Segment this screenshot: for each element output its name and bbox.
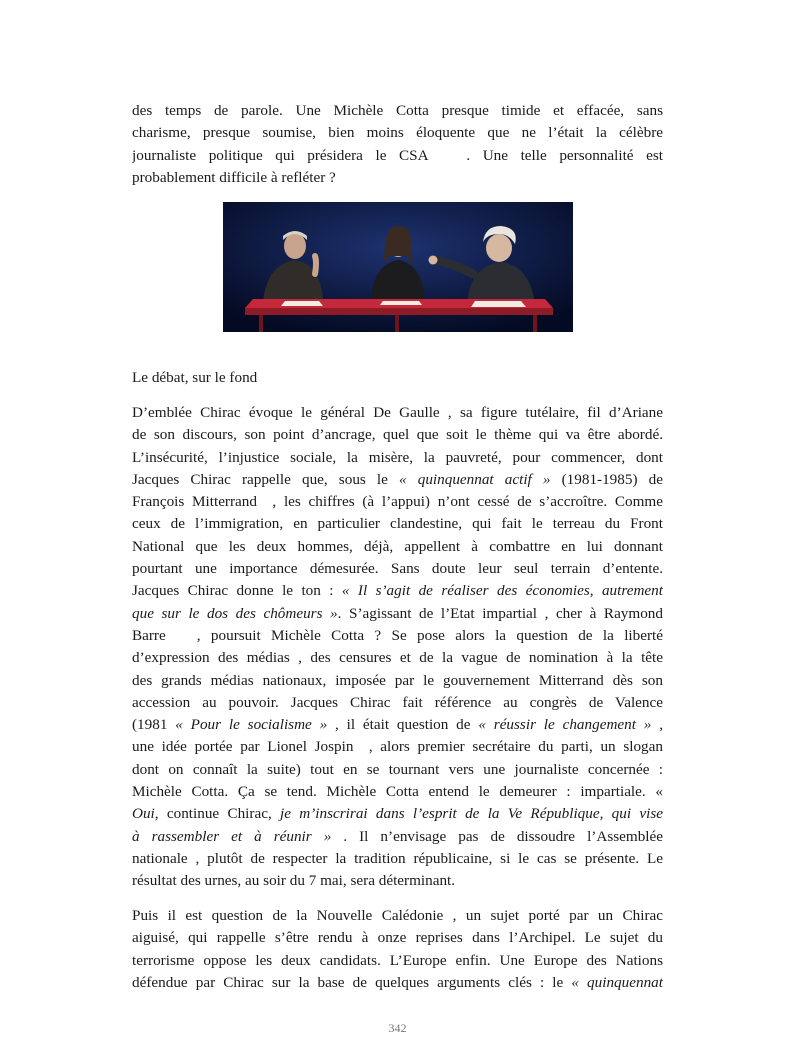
text-line	[132, 803, 663, 825]
text-run: Jacques Chirac rappelle que, sous le	[132, 470, 400, 488]
text-line: d’expression des médias , des censures et de la vague de nomination à la tête	[132, 649, 663, 667]
text-line: Barre , poursuit Michèle Cotta ? Se pose alors la question de la liberté	[132, 626, 663, 644]
text-run: . Il n’envisage pas de dissoudre l’Assemblée	[331, 827, 663, 845]
text-line: de son discours, son point d’ancrage, quel que soit le thème qui va être abordé.	[132, 426, 663, 444]
text-line: accession au pouvoir. Jacques Chirac fait référence au congrès de Valence	[132, 693, 663, 711]
text-line	[132, 580, 663, 602]
text-line: nationale , plutôt de respecter la tradition républicaine, si le cas se présente. Le	[132, 849, 663, 867]
text-run: , il était question de	[327, 716, 479, 734]
text-line	[132, 603, 663, 625]
text-line	[132, 972, 663, 994]
text-line: dont on connaît la suite) tout en se tournant vers une journaliste concernée :	[132, 760, 663, 778]
quote-text: « quinquennat	[571, 973, 663, 991]
debate-stage-photo	[223, 202, 573, 332]
text-run: défendue par Chirac sur la base de quelques arguments clés : le	[132, 973, 572, 991]
text-line: Michèle Cotta. Ça se tend. Michèle Cotta entend le demeurer : impartiale. «	[132, 783, 663, 801]
text-line: ceux de l’immigration, en particulier clandestine, qui fait le terreau du Front	[132, 515, 663, 533]
text-run: ,	[651, 716, 663, 734]
text-line: charisme, presque soumise, bien moins éloquente que ne l’était la célèbre	[132, 124, 663, 142]
text-run: . S’agissant de l’Etat impartial , cher à Raymond	[337, 604, 663, 622]
text-line: une idée portée par Lionel Jospin , alors premier secrétaire du parti, un slogan	[132, 738, 663, 756]
quote-text: « réussir le changement »	[478, 716, 652, 734]
quote-text: que sur le dos des chômeurs »	[132, 604, 338, 622]
section-heading: Le débat, sur le fond	[132, 369, 258, 386]
text-line: résultat des urnes, au soir du 7 mai, sera déterminant.	[132, 872, 456, 890]
text-line	[132, 826, 663, 848]
text-line: Puis il est question de la Nouvelle Calédonie , un sujet porté par un Chirac	[132, 907, 663, 924]
text-line: des grands médias nationaux, imposée par le gouvernement Mitterrand dès son	[132, 671, 663, 689]
text-line: terrorisme oppose les deux candidats. L’Europe enfin. Une Europe des Nations	[132, 951, 663, 969]
text-line: François Mitterrand , les chiffres (à l’appui) n’ont cessé de s’accroître. Comme	[132, 493, 663, 511]
text-run: (1981-1985) de	[550, 470, 663, 488]
text-line: aiguisé, qui rappelle s’être rendu à onze reprises dans l’Archipel. Le sujet du	[132, 929, 663, 947]
page-number: 342	[388, 1021, 407, 1035]
text-line: des temps de parole. Une Michèle Cotta presque timide et effacée, sans	[132, 102, 663, 119]
text-line	[132, 469, 663, 491]
text-line: journaliste politique qui présidera le CSA . Une telle personnalité est	[132, 146, 663, 164]
paragraph-intro	[132, 100, 663, 189]
text-line: National que les deux hommes, déjà, appellent à combattre en lui donnant	[132, 537, 663, 555]
quote-text: « Il s’agit de réaliser des économies, autrement	[341, 582, 663, 600]
quote-text: à rassembler et à réunir »	[132, 827, 332, 845]
quote-text: je m’inscrirai dans l’esprit de la Ve République, qui vise	[280, 805, 663, 823]
quote-text: Oui,	[132, 805, 159, 823]
paragraph-caledonia	[132, 905, 663, 994]
paragraph-debate	[132, 402, 663, 893]
text-line: pourtant une importance démesurée. Sans doute leur seul terrain d’entente.	[132, 560, 663, 578]
quote-text: « quinquennat actif »	[399, 470, 551, 488]
text-run: Jacques Chirac donne le ton :	[132, 582, 342, 600]
text-line: probablement difficile à refléter ?	[132, 168, 336, 186]
quote-text: « Pour le socialisme »	[175, 716, 328, 734]
text-line	[132, 714, 663, 736]
text-line: D’emblée Chirac évoque le général De Gaulle , sa figure tutélaire, fil d’Ariane	[132, 404, 663, 421]
text-run: (1981	[132, 716, 176, 734]
text-run: continue Chirac,	[158, 805, 281, 823]
text-line: L’insécurité, l’injustice sociale, la misère, la pauvreté, pour commencer, dont	[132, 448, 663, 466]
